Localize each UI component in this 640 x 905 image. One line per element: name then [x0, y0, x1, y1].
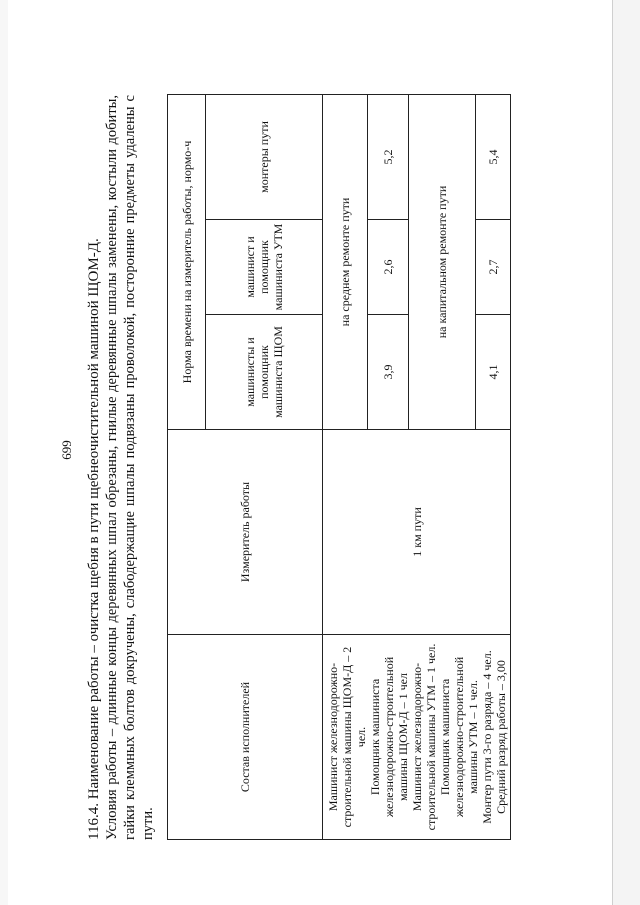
- section-medium-repair: на среднем ремонте пути: [323, 94, 368, 429]
- header-col-utm: машинист и помощник машиниста УТМ: [206, 220, 323, 315]
- value-capital-monter: 5,4: [476, 94, 511, 219]
- value-medium-monter: 5,2: [368, 94, 409, 219]
- value-capital-utm: 2,7: [476, 220, 511, 315]
- header-norm-group: Норма времени на измеритель работы, нормо-ч: [168, 94, 206, 429]
- value-medium-shom: 3,9: [368, 315, 409, 430]
- composition-line: Монтер пути 3-го разряда – 4 чел.: [479, 650, 494, 824]
- section-title: 116.4. Наименование работы – очистка щебня в пути щебнеочистительной машиной ЩОМ-Д.: [86, 238, 102, 840]
- scan-left-edge: [0, 0, 8, 905]
- scan-right-edge: [612, 0, 640, 905]
- work-conditions: Условия работы – длинные концы деревянных шпал обрезаны, гнилые деревянные шпалы заменены, костыли добиты, гайки клеммных болтов докручены, слабодержащие шпалы подвязаны проволокой, посторонние предметы удалены с пути.: [104, 95, 156, 840]
- rotated-content: [55, 60, 595, 840]
- header-row-1: [168, 94, 206, 839]
- table-row: [323, 94, 368, 839]
- norm-table: [167, 94, 511, 840]
- composition-line: Средний разряд работы – 3,00: [493, 660, 508, 814]
- section-capital-repair: на капитальном ремонте пути: [409, 94, 476, 429]
- page-number: 699: [59, 440, 74, 460]
- measure-cell: 1 км пути: [323, 430, 511, 635]
- header-measure: Измеритель работы: [168, 430, 323, 635]
- composition-line: Машинист железнодорожно-строительной машины ЩОМ-Д – 2 чел.: [325, 646, 368, 828]
- composition-line: Машинист железнодорожно-строительной машины УТМ – 1 чел.: [409, 643, 438, 831]
- header-col-monter: монтеры пути: [206, 94, 323, 219]
- composition-line: Помощник машиниста железнодорожно-строительной машины УТМ – 1 чел.: [437, 656, 480, 818]
- value-medium-utm: 2,6: [368, 220, 409, 315]
- header-col-shom: машинисты и помощник машиниста ЩОМ: [206, 315, 323, 430]
- header-composition: Состав исполнителей: [168, 635, 323, 840]
- composition-cell: [323, 635, 511, 840]
- value-capital-shom: 4,1: [476, 315, 511, 430]
- composition-line: Помощник машиниста железнодорожно-строительной машины ЩОМ-Д – 1 чел: [367, 656, 410, 818]
